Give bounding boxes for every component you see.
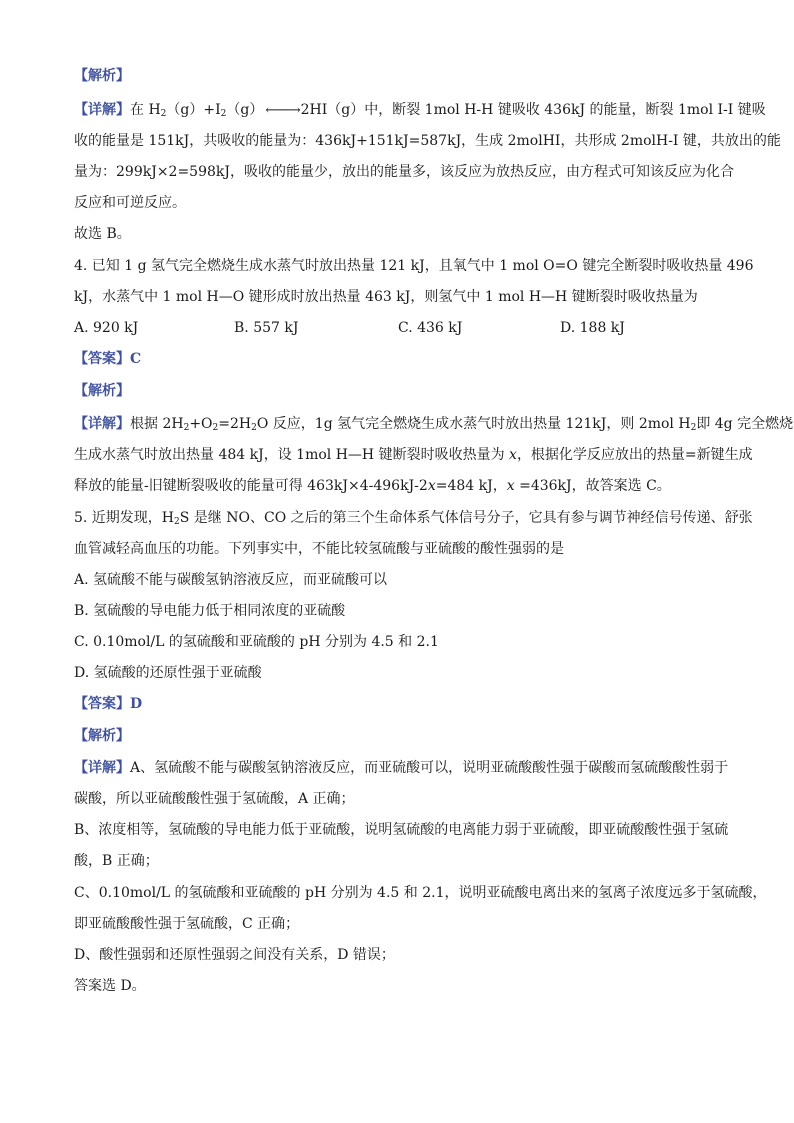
conclusion-line: 故选 B。	[74, 226, 131, 242]
detail-line: 即亚硫酸酸性强于氢硫酸，C 正确；	[74, 916, 300, 932]
detail-label: 【详解】	[74, 760, 130, 776]
text-run: 即 4g 完全燃烧	[696, 416, 794, 432]
text-run: O 反应，1g 氢气完全燃烧生成水蒸气时放出热量 121kJ，则 2mol H	[256, 416, 691, 432]
text-run: S 是继 NO、CO 之后的第三个生命体系气体信号分子，它具有参与调节神经信号传递、舒张	[179, 510, 753, 526]
option-d: D. 188 kJ	[560, 320, 625, 336]
variable-x: x	[506, 478, 515, 494]
text-run: 生成水蒸气时放出热量 484 kJ，设 1mol H—H 键断裂时吸收热量为	[74, 447, 510, 463]
detail-line: 收的能量是 151kJ，共吸收的能量为：436kJ+151kJ=587kJ，生成 2molHI，共形成 2molH-I 键，共放出的能	[74, 133, 781, 149]
text-run: 在 H	[130, 102, 161, 118]
equilibrium-arrow-icon: ⟵⟶	[265, 103, 299, 118]
option-a: A. 920 kJ	[74, 320, 139, 336]
answer-line	[74, 349, 734, 369]
detail-line	[74, 100, 766, 121]
option-d: D. 氢硫酸的还原性强于亚硫酸	[74, 665, 262, 681]
subscript: 2	[183, 423, 190, 433]
text-run: =2H	[218, 416, 252, 432]
variable-x: x	[509, 447, 517, 463]
option-b: B. 氢硫酸的导电能力低于相同浓度的亚硫酸	[74, 603, 346, 619]
text-run: （g）+I	[166, 102, 221, 118]
text-run: ，根据化学反应放出的热量=新键生成	[516, 447, 753, 463]
detail-line	[74, 758, 734, 778]
option-c: C. 436 kJ	[398, 320, 463, 336]
text-run: 5. 近期发现，H	[74, 510, 175, 526]
answer-line	[74, 694, 734, 714]
detail-label: 【详解】	[74, 416, 130, 432]
text-run: （g）	[226, 102, 264, 118]
subscript: 2	[690, 423, 697, 433]
conclusion-line: 答案选 D。	[74, 978, 146, 994]
detail-line	[74, 445, 753, 465]
text-run: 释放的能量-旧键断裂吸收的能量可得 463kJ×4-496kJ-2	[74, 478, 428, 494]
text-run: =436kJ，故答案选 C。	[514, 478, 671, 494]
question-stem: 血管减轻高血压的功能。下列事实中，不能比较氢硫酸与亚硫酸的酸性强弱的是	[74, 541, 564, 557]
text-run: A、氢硫酸不能与碳酸氢钠溶液反应，而亚硫酸可以，说明亚硫酸酸性强于碳酸而氢硫酸酸性弱于	[130, 760, 729, 776]
detail-label: 【详解】	[74, 102, 130, 118]
detail-line: B、浓度相等，氢硫酸的导电能力低于亚硫酸，说明氢硫酸的电离能力弱于亚硫酸，即亚硫酸酸性强于氢硫	[74, 822, 729, 838]
text-run: 2HI（g）中，断裂 1mol H-H 键吸收 436kJ 的能量，断裂 1mol I-I 键吸	[300, 102, 766, 118]
detail-line: 酸，B 正确；	[74, 853, 159, 869]
subscript: 2	[174, 517, 180, 527]
text-run: +O	[189, 416, 213, 432]
option-a: A. 氢硫酸不能与碳酸氢钠溶液反应，而亚硫酸可以	[74, 572, 388, 588]
text-run: =484 kJ，	[435, 478, 507, 494]
question-stem	[74, 508, 753, 528]
subscript: 2	[160, 109, 167, 119]
subscript: 2	[220, 109, 227, 119]
subscript: 2	[212, 423, 219, 433]
option-b: B. 557 kJ	[234, 320, 299, 336]
answer-label: 【答案】C	[74, 351, 142, 367]
detail-line	[74, 476, 734, 496]
answer-label: 【答案】D	[74, 696, 143, 712]
detail-line	[74, 414, 794, 434]
option-c: C. 0.10mol/L 的氢硫酸和亚硫酸的 pH 分别为 4.5 和 2.1	[74, 634, 439, 650]
question-stem: kJ，水蒸气中 1 mol H—O 键形成时放出热量 463 kJ，则氢气中 1 mol H—H 键断裂时吸收热量为	[74, 289, 698, 305]
question-stem: 4. 已知 1 g 氢气完全燃烧生成水蒸气时放出热量 121 kJ，且氧气中 1 mol O=O 键完全断裂时吸收热量 496	[74, 258, 754, 274]
detail-line: 反应和可逆反应。	[74, 195, 186, 211]
text-run: 根据 2H	[130, 416, 184, 432]
detail-line: 量为：299kJ×2=598kJ，吸收的能量少，放出的能量多，该反应为放热反应，由方程式可知该反应为化合	[74, 164, 735, 180]
subscript: 2	[251, 423, 257, 433]
analysis-label: 【解析】	[74, 728, 130, 744]
detail-line: C、0.10mol/L 的氢硫酸和亚硫酸的 pH 分别为 4.5 和 2.1，说明亚硫酸电离出来的氢离子浓度远多于氢硫酸，	[74, 885, 767, 901]
analysis-label: 【解析】	[74, 68, 130, 84]
detail-line: D、酸性强弱和还原性强弱之间没有关系，D 错误；	[74, 947, 395, 963]
analysis-label: 【解析】	[74, 383, 130, 399]
variable-x: x	[427, 478, 436, 494]
detail-line: 碳酸，所以亚硫酸酸性强于氢硫酸，A 正确；	[74, 791, 355, 807]
